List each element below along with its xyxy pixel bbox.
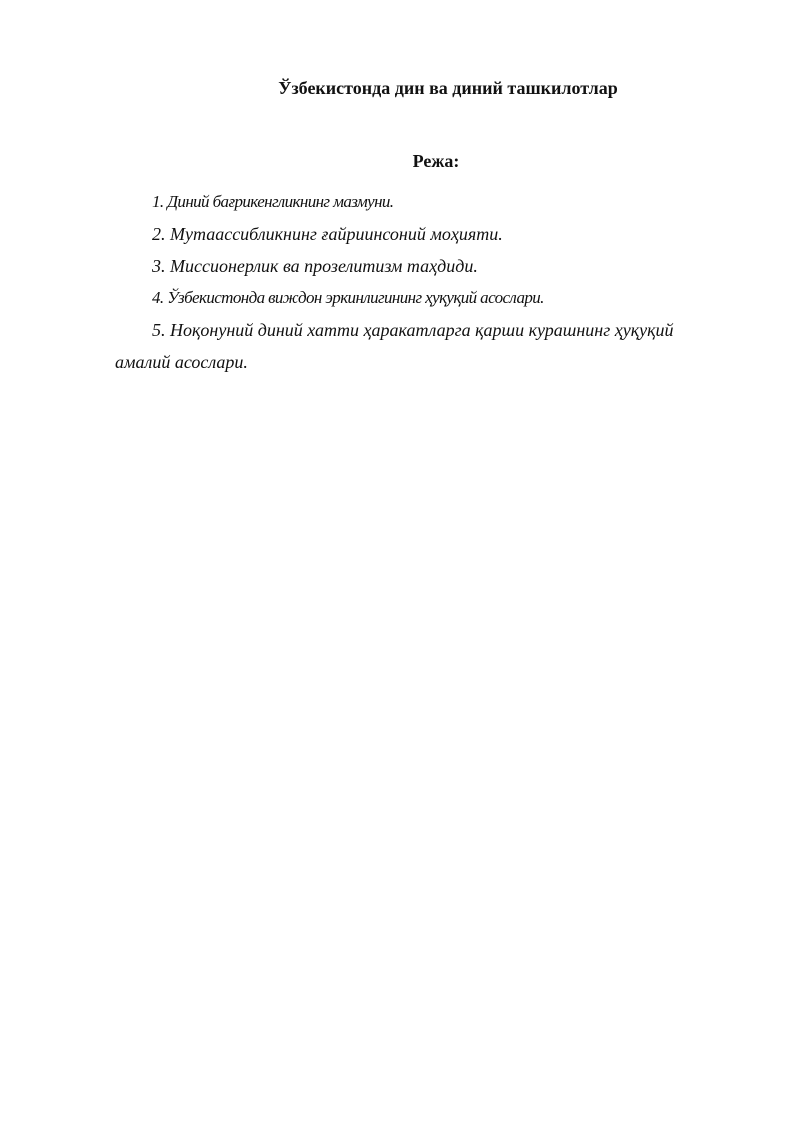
plan-item-3: 3. Миссионерлик ва прозелитизм таҳдиди. (152, 256, 478, 276)
plan-item-1: 1. Диний бағрикенгликнинг мазмуни. (152, 192, 394, 211)
plan-item-5: 5. Ноқонуний диний хатти ҳаракатларга қарши курашнинг ҳуқуқий амалий асослари. (115, 320, 674, 372)
document-title: Ўзбекистонда дин ва диний ташкилотлар (278, 78, 618, 98)
plan-item-4: 4. Ўзбекистонда виждон эркинлигининг ҳуқуқий асослари. (152, 288, 544, 307)
plan-heading: Режа: (412, 151, 460, 171)
plan-list (115, 186, 705, 378)
plan-item-2: 2. Мутаассибликнинг ғайриинсоний моҳияти. (152, 224, 503, 244)
